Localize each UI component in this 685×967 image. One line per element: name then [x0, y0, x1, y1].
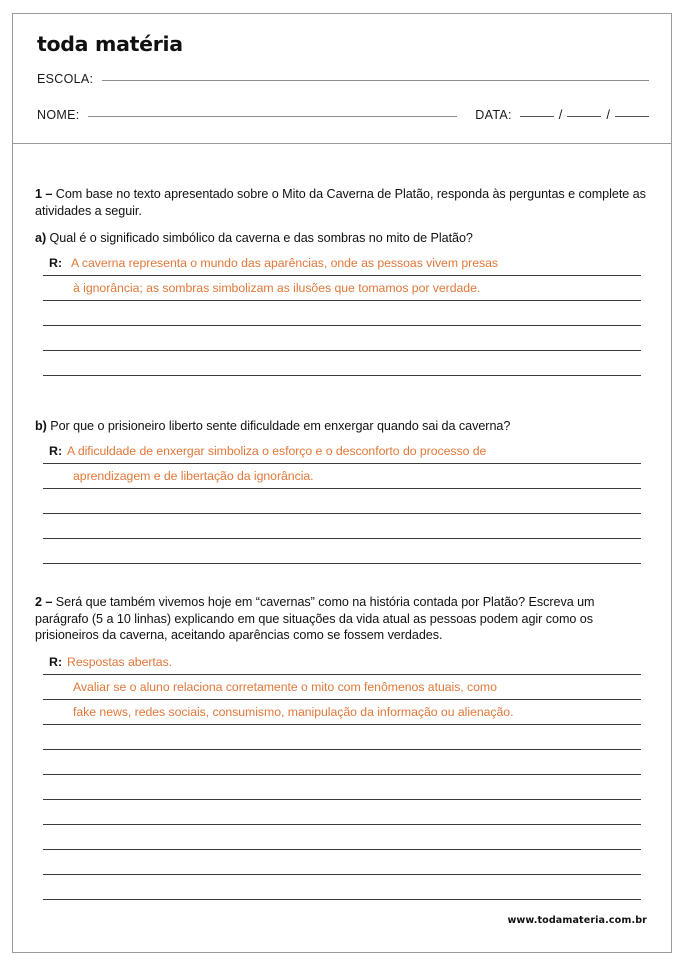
data-separator-2: /	[606, 107, 610, 122]
data-separator-1: /	[558, 107, 563, 122]
answer-line-blank[interactable]	[43, 301, 641, 326]
answer-text: Respostas abertas.	[67, 654, 173, 669]
answer-tag: R:	[49, 443, 63, 458]
answer-line-blank[interactable]	[43, 725, 641, 750]
question-1-intro-text: Com base no texto apresentado sobre o Mito da Caverna de Platão, responda às perguntas e complete as atividades a seguir.	[35, 187, 646, 218]
answer-line[interactable]	[43, 650, 641, 675]
question-1b-marker: b)	[35, 419, 47, 433]
data-day-input[interactable]	[520, 116, 554, 117]
question-1b-block	[35, 418, 651, 564]
answer-text: à ignorância; as sombras simbolizam as ilusões que tomamos por verdade.	[73, 280, 481, 295]
answer-line-blank[interactable]	[43, 750, 641, 775]
answer-tag: R:	[49, 255, 63, 270]
answer-line-blank[interactable]	[43, 489, 641, 514]
question-1-number: 1 –	[35, 187, 53, 201]
answer-line[interactable]	[43, 464, 641, 489]
worksheet-frame	[12, 13, 672, 953]
answer-tag: R:	[49, 654, 63, 669]
question-1-intro	[35, 186, 651, 219]
answer-text: A caverna representa o mundo das aparências, onde as pessoas vivem presas	[71, 255, 498, 270]
question-1b-answer-lines	[35, 439, 651, 564]
answer-text: A dificuldade de enxergar simboliza o esforço e o desconforto do processo de	[67, 443, 487, 458]
footer-website-url: www.todamateria.com.br	[507, 915, 647, 926]
worksheet-body	[13, 144, 671, 952]
answer-line[interactable]	[43, 276, 641, 301]
answer-text: fake news, redes sociais, consumismo, manipulação da informação ou alienação.	[73, 704, 514, 719]
question-2-number: 2 –	[35, 595, 53, 609]
escola-field-row	[37, 72, 649, 86]
answer-line-blank[interactable]	[43, 326, 641, 351]
data-month-input[interactable]	[567, 116, 601, 117]
brand-logo: toda matéria	[37, 32, 183, 56]
question-2-intro	[35, 594, 651, 644]
question-1-block	[35, 186, 651, 376]
worksheet-header	[13, 14, 671, 144]
answer-line-blank[interactable]	[43, 351, 641, 376]
nome-input-rule[interactable]	[88, 116, 457, 117]
answer-line-blank[interactable]	[43, 850, 641, 875]
question-1b-prompt	[35, 418, 651, 435]
answer-line[interactable]	[43, 439, 641, 464]
question-1b-prompt-text: Por que o prisioneiro liberto sente dificuldade em enxergar quando sai da caverna?	[46, 419, 511, 433]
answer-line[interactable]	[43, 251, 641, 276]
data-label: DATA:	[475, 108, 512, 122]
answer-line-blank[interactable]	[43, 514, 641, 539]
question-1a-prompt	[35, 230, 651, 247]
answer-text: aprendizagem e de libertação da ignorância.	[73, 468, 314, 483]
question-2-answer-lines	[35, 650, 651, 900]
answer-line-blank[interactable]	[43, 775, 641, 800]
answer-line[interactable]	[43, 675, 641, 700]
answer-line-blank[interactable]	[43, 875, 641, 900]
answer-text: Avaliar se o aluno relaciona corretamente o mito com fenômenos atuais, como	[73, 679, 497, 694]
nome-field-row	[37, 107, 649, 122]
answer-line-blank[interactable]	[43, 825, 641, 850]
nome-label: NOME:	[37, 108, 80, 122]
question-1a-answer-lines	[35, 251, 651, 376]
question-1a-prompt-text: Qual é o significado simbólico da caverna e das sombras no mito de Platão?	[46, 231, 473, 246]
data-field-group	[475, 107, 649, 122]
answer-line-blank[interactable]	[43, 800, 641, 825]
escola-input-rule[interactable]	[102, 80, 649, 81]
answer-line[interactable]	[43, 700, 641, 725]
question-2-block	[35, 594, 651, 900]
question-2-intro-text: Será que também vivemos hoje em “cavernas” como na história contada por Platão? Escreva um parágrafo (5 a 10 linhas) explicando em que situações da vida atual as pessoas podem agir como os prisioneiros da caverna, aceitando aparências como se fossem verdades.	[35, 595, 595, 643]
answer-line-blank[interactable]	[43, 539, 641, 564]
question-1a-marker: a)	[35, 231, 47, 246]
data-year-input[interactable]	[615, 116, 649, 117]
escola-label: ESCOLA:	[37, 72, 94, 86]
